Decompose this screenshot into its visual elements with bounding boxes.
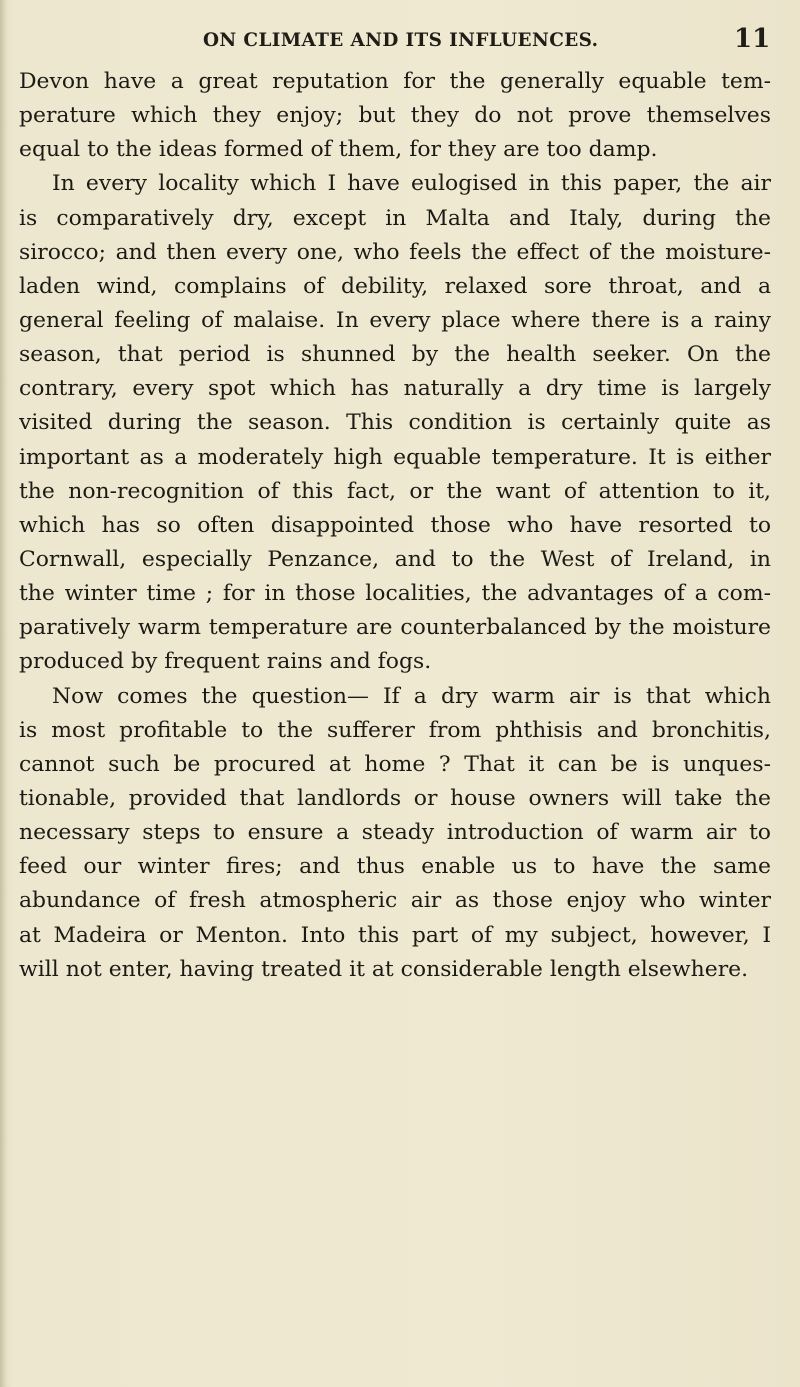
text-line: Devon have a great reputation for the generally equable tem- [19, 69, 771, 94]
text-line: the non-recognition of this fact, or the want of attention to it, [19, 478, 771, 504]
text-line: at Madeira or Menton. Into this part of my subject, however, I [19, 922, 771, 948]
body-text [19, 65, 771, 987]
text-line: In every locality which I have eulogised in this paper, the air [52, 171, 771, 197]
text-line: tionable, provided that landlords or house owners will take the [19, 785, 771, 811]
text-line: paratively warm temperature are counterbalanced by the moisture [19, 615, 771, 641]
text-line: contrary, every spot which has naturally a dry time is largely [19, 376, 771, 402]
running-header: ON CLIMATE AND ITS INFLUENCES. [203, 30, 599, 51]
text-line: abundance of fresh atmospheric air as those enjoy who winter [19, 888, 771, 914]
text-line: the winter time ; for in those localities, the advantages of a com- [19, 581, 771, 607]
text-line: perature which they enjoy; but they do not prove themselves [19, 103, 771, 129]
text-line: sirocco; and then every one, who feels the effect of the moisture- [19, 239, 771, 265]
text-line: laden wind, complains of debility, relaxed sore throat, and a [19, 273, 771, 299]
text-line: Cornwall, especially Penzance, and to the West of Ireland, in [19, 546, 771, 572]
text-line: equal to the ideas formed of them, for they are too damp. [19, 137, 658, 163]
text-line: will not enter, having treated it at considerable length elsewhere. [19, 956, 749, 982]
text-line: produced by frequent rains and fogs. [19, 649, 432, 675]
text-line: is most profitable to the sufferer from phthisis and bronchitis, [19, 717, 771, 743]
text-line: feed our winter fires; and thus enable us to have the same [19, 854, 771, 880]
text-line: Now comes the question— If a dry warm air is that which [52, 683, 771, 709]
text-line: cannot such be procured at home ? That it can be is unques- [19, 751, 771, 777]
text-line: visited during the season. This condition is certainly quite as [19, 410, 771, 436]
text-line: which has so often disappointed those who have resorted to [19, 512, 771, 538]
text-line: is comparatively dry, except in Malta and Italy, during the [19, 205, 771, 231]
text-line: season, that period is shunned by the health seeker. On the [19, 342, 771, 368]
text-line: general feeling of malaise. In every place where there is a rainy [19, 307, 771, 333]
text-line: necessary steps to ensure a steady introduction of warm air to [19, 820, 771, 846]
page-number: 11 [734, 24, 771, 54]
text-line: important as a moderately high equable temperature. It is either [19, 444, 771, 470]
